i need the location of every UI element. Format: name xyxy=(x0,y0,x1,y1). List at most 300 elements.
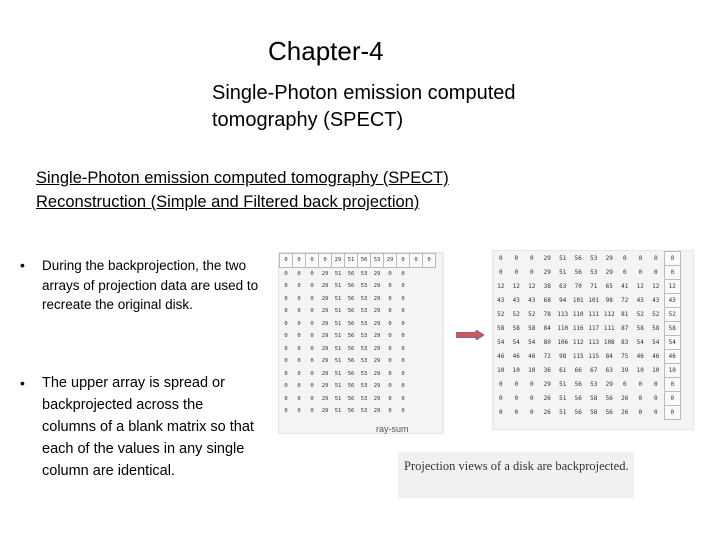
matrix-row xyxy=(280,368,436,381)
matrix-cell: 0 xyxy=(401,270,405,277)
matrix-cell: 58 xyxy=(636,325,644,332)
projection-array-row xyxy=(280,254,436,268)
matrix-cell: 58 xyxy=(512,325,520,332)
projection-cell: 0 xyxy=(410,254,423,268)
matrix-cell: 53 xyxy=(360,295,368,302)
projection-cell: 0 xyxy=(423,254,436,268)
matrix-cell: 0 xyxy=(310,345,314,352)
matrix-cell: 0 xyxy=(284,283,288,290)
matrix-row xyxy=(493,280,681,294)
matrix-cell: 84 xyxy=(605,353,613,360)
matrix-cell: 10 xyxy=(636,367,644,374)
matrix-cell: 0 xyxy=(498,255,503,262)
matrix-row xyxy=(493,308,681,322)
matrix-row xyxy=(493,364,681,378)
matrix-cell: 0 xyxy=(388,270,392,277)
slide-subtitle: Single-Photon emission computed tomography (SPECT) xyxy=(212,82,516,131)
matrix-cell: 0 xyxy=(310,295,314,302)
matrix-cell: 51 xyxy=(559,409,567,416)
matrix-cell: 12 xyxy=(497,283,505,290)
matrix-cell: 12 xyxy=(528,283,536,290)
matrix-cell: 29 xyxy=(321,345,329,352)
matrix-cell: 54 xyxy=(497,339,505,346)
matrix-cell: 0 xyxy=(297,308,301,315)
matrix-cell: 53 xyxy=(590,255,598,262)
matrix-cell: 12 xyxy=(652,283,660,290)
matrix-row xyxy=(493,392,681,406)
matrix-cell: 0 xyxy=(529,255,534,262)
matrix-cell: 54 xyxy=(652,339,660,346)
matrix-cell: 0 xyxy=(284,320,288,327)
matrix-cell: 12 xyxy=(636,283,644,290)
matrix-cell: 0 xyxy=(664,378,681,392)
matrix-cell: 112 xyxy=(603,311,615,318)
matrix-cell: 26 xyxy=(621,409,629,416)
bullet-item xyxy=(20,372,260,482)
matrix-cell: 56 xyxy=(347,295,355,302)
matrix-cell: 66 xyxy=(574,367,582,374)
matrix-cell: 0 xyxy=(529,269,534,276)
bullet-marker: • xyxy=(20,257,25,273)
matrix-cell: 29 xyxy=(543,269,551,276)
matrix-cell: 0 xyxy=(310,333,314,340)
matrix-cell: 43 xyxy=(652,297,660,304)
matrix-cell: 0 xyxy=(514,381,519,388)
matrix-row xyxy=(493,406,681,420)
matrix-cell: 0 xyxy=(284,408,288,415)
matrix-cell: 0 xyxy=(498,395,503,402)
matrix-cell: 53 xyxy=(360,333,368,340)
matrix-cell: 10 xyxy=(512,367,520,374)
matrix-cell: 58 xyxy=(652,325,660,332)
matrix-cell: 0 xyxy=(388,295,392,302)
matrix-cell: 0 xyxy=(638,409,643,416)
matrix-cell: 63 xyxy=(559,283,567,290)
matrix-cell: 56 xyxy=(605,409,613,416)
matrix-row xyxy=(280,343,436,356)
matrix-cell: 101 xyxy=(572,297,584,304)
matrix-cell: 56 xyxy=(347,283,355,290)
matrix-cell: 29 xyxy=(373,395,381,402)
projection-cell: 51 xyxy=(345,254,358,268)
matrix-cell: 52 xyxy=(528,311,536,318)
matrix-cell: 52 xyxy=(664,308,681,322)
matrix-cell: 0 xyxy=(297,333,301,340)
matrix-cell: 0 xyxy=(388,345,392,352)
matrix-cell: 0 xyxy=(284,295,288,302)
projection-cell: 0 xyxy=(293,254,306,268)
matrix-cell: 80 xyxy=(543,339,551,346)
matrix-cell: 115 xyxy=(572,353,584,360)
matrix-cell: 51 xyxy=(334,370,342,377)
matrix-cell: 0 xyxy=(284,345,288,352)
right-arrow-icon xyxy=(456,330,484,340)
matrix-cell: 53 xyxy=(590,269,598,276)
matrix-cell: 112 xyxy=(572,339,584,346)
matrix-cell: 0 xyxy=(401,345,405,352)
matrix-cell: 58 xyxy=(664,322,681,336)
matrix-cell: 75 xyxy=(621,353,629,360)
matrix-cell: 0 xyxy=(638,395,643,402)
matrix-row xyxy=(493,294,681,308)
matrix-cell: 0 xyxy=(388,283,392,290)
matrix-cell: 51 xyxy=(334,320,342,327)
matrix-cell: 0 xyxy=(388,333,392,340)
matrix-cell: 29 xyxy=(373,283,381,290)
projection-cell: 0 xyxy=(319,254,332,268)
matrix-cell: 78 xyxy=(543,311,551,318)
matrix-cell: 12 xyxy=(512,283,520,290)
projection-matrix-table xyxy=(279,253,436,418)
matrix-cell: 52 xyxy=(652,311,660,318)
matrix-cell: 46 xyxy=(636,353,644,360)
matrix-cell: 56 xyxy=(347,270,355,277)
matrix-cell: 84 xyxy=(543,325,551,332)
matrix-row xyxy=(493,336,681,350)
matrix-cell: 58 xyxy=(590,409,598,416)
matrix-cell: 43 xyxy=(497,297,505,304)
matrix-cell: 110 xyxy=(572,311,584,318)
matrix-cell: 0 xyxy=(284,358,288,365)
matrix-cell: 53 xyxy=(360,408,368,415)
matrix-cell: 56 xyxy=(574,255,582,262)
matrix-cell: 0 xyxy=(401,395,405,402)
matrix-cell: 0 xyxy=(401,333,405,340)
matrix-row xyxy=(280,393,436,406)
matrix-cell: 53 xyxy=(590,381,598,388)
matrix-cell: 54 xyxy=(636,339,644,346)
projection-cell: 0 xyxy=(280,254,293,268)
figure-caption: Projection views of a disk are backprojected. xyxy=(404,459,629,473)
matrix-cell: 0 xyxy=(638,381,643,388)
matrix-cell: 111 xyxy=(588,311,600,318)
matrix-cell: 0 xyxy=(310,308,314,315)
matrix-cell: 0 xyxy=(297,370,301,377)
matrix-cell: 29 xyxy=(373,295,381,302)
matrix-cell: 53 xyxy=(360,283,368,290)
matrix-cell: 0 xyxy=(529,395,534,402)
section-heading xyxy=(36,166,506,214)
matrix-cell: 10 xyxy=(664,364,681,378)
matrix-cell: 29 xyxy=(321,358,329,365)
ray-sum-label: ray-sum xyxy=(376,424,409,434)
matrix-cell: 0 xyxy=(653,269,658,276)
matrix-cell: 56 xyxy=(347,383,355,390)
matrix-cell: 56 xyxy=(574,395,582,402)
matrix-cell: 29 xyxy=(373,383,381,390)
bullet-marker: • xyxy=(20,375,25,391)
matrix-cell: 67 xyxy=(590,367,598,374)
matrix-row xyxy=(280,267,436,280)
matrix-cell: 61 xyxy=(559,367,567,374)
matrix-cell: 29 xyxy=(605,269,613,276)
matrix-cell: 0 xyxy=(388,308,392,315)
matrix-cell: 29 xyxy=(321,395,329,402)
matrix-cell: 0 xyxy=(622,255,627,262)
section-heading-line-1: Single-Photon emission computed tomography (SPECT) xyxy=(36,169,449,187)
matrix-cell: 81 xyxy=(621,311,629,318)
projection-cell: 53 xyxy=(371,254,384,268)
matrix-cell: 0 xyxy=(622,269,627,276)
matrix-cell: 56 xyxy=(347,358,355,365)
matrix-cell: 0 xyxy=(653,381,658,388)
matrix-cell: 0 xyxy=(310,358,314,365)
matrix-cell: 56 xyxy=(347,308,355,315)
matrix-cell: 51 xyxy=(334,308,342,315)
matrix-cell: 0 xyxy=(388,383,392,390)
matrix-row xyxy=(493,252,681,266)
matrix-cell: 65 xyxy=(605,283,613,290)
matrix-cell: 29 xyxy=(543,255,551,262)
matrix-cell: 0 xyxy=(284,308,288,315)
matrix-row xyxy=(493,266,681,280)
matrix-cell: 56 xyxy=(347,408,355,415)
matrix-cell: 0 xyxy=(388,358,392,365)
matrix-cell: 0 xyxy=(297,383,301,390)
projection-cell: 0 xyxy=(306,254,319,268)
matrix-cell: 0 xyxy=(388,395,392,402)
bullet-item xyxy=(20,256,260,315)
matrix-cell: 53 xyxy=(360,358,368,365)
matrix-cell: 72 xyxy=(621,297,629,304)
matrix-cell: 0 xyxy=(653,395,658,402)
matrix-cell: 0 xyxy=(310,408,314,415)
matrix-cell: 51 xyxy=(559,381,567,388)
matrix-cell: 0 xyxy=(401,283,405,290)
matrix-cell: 0 xyxy=(514,395,519,402)
matrix-cell: 51 xyxy=(334,333,342,340)
matrix-cell: 54 xyxy=(664,336,681,350)
matrix-cell: 0 xyxy=(297,408,301,415)
matrix-cell: 26 xyxy=(621,395,629,402)
matrix-cell: 29 xyxy=(605,381,613,388)
matrix-cell: 29 xyxy=(373,333,381,340)
matrix-cell: 29 xyxy=(321,370,329,377)
matrix-cell: 113 xyxy=(588,339,600,346)
matrix-cell: 0 xyxy=(401,308,405,315)
matrix-cell: 0 xyxy=(284,333,288,340)
matrix-cell: 0 xyxy=(529,409,534,416)
matrix-cell: 29 xyxy=(321,283,329,290)
matrix-cell: 0 xyxy=(297,395,301,402)
matrix-cell: 52 xyxy=(512,311,520,318)
matrix-cell: 51 xyxy=(559,395,567,402)
matrix-cell: 53 xyxy=(360,370,368,377)
matrix-cell: 0 xyxy=(529,381,534,388)
matrix-cell: 56 xyxy=(574,381,582,388)
matrix-cell: 54 xyxy=(528,339,536,346)
matrix-cell: 115 xyxy=(588,353,600,360)
matrix-cell: 108 xyxy=(603,339,615,346)
matrix-cell: 29 xyxy=(373,358,381,365)
matrix-cell: 87 xyxy=(621,325,629,332)
matrix-cell: 53 xyxy=(360,270,368,277)
matrix-cell: 0 xyxy=(653,409,658,416)
matrix-cell: 51 xyxy=(334,345,342,352)
projection-matrix-image xyxy=(278,252,444,434)
matrix-cell: 0 xyxy=(664,392,681,406)
matrix-cell: 29 xyxy=(321,308,329,315)
matrix-cell: 29 xyxy=(373,320,381,327)
matrix-cell: 0 xyxy=(297,358,301,365)
matrix-cell: 29 xyxy=(373,408,381,415)
matrix-cell: 38 xyxy=(543,283,551,290)
matrix-cell: 51 xyxy=(334,395,342,402)
matrix-cell: 52 xyxy=(497,311,505,318)
matrix-cell: 29 xyxy=(321,333,329,340)
matrix-cell: 117 xyxy=(588,325,600,332)
matrix-cell: 0 xyxy=(284,395,288,402)
matrix-cell: 56 xyxy=(347,320,355,327)
matrix-cell: 56 xyxy=(605,395,613,402)
matrix-cell: 29 xyxy=(321,383,329,390)
matrix-cell: 72 xyxy=(543,353,551,360)
matrix-cell: 83 xyxy=(621,339,629,346)
matrix-cell: 53 xyxy=(360,395,368,402)
matrix-cell: 68 xyxy=(543,297,551,304)
matrix-cell: 51 xyxy=(334,408,342,415)
bullet-text: During the backprojection, the two arrays of projection data are used to recreate the original disk. xyxy=(42,258,259,312)
matrix-cell: 56 xyxy=(347,333,355,340)
matrix-cell: 101 xyxy=(588,297,600,304)
matrix-cell: 0 xyxy=(401,383,405,390)
matrix-cell: 0 xyxy=(310,395,314,402)
matrix-cell: 63 xyxy=(605,367,613,374)
matrix-cell: 116 xyxy=(572,325,584,332)
matrix-cell: 106 xyxy=(557,339,569,346)
matrix-row xyxy=(280,380,436,393)
matrix-cell: 52 xyxy=(636,311,644,318)
matrix-cell: 56 xyxy=(574,269,582,276)
matrix-cell: 51 xyxy=(334,270,342,277)
matrix-cell: 43 xyxy=(664,294,681,308)
matrix-cell: 56 xyxy=(347,370,355,377)
matrix-cell: 0 xyxy=(297,295,301,302)
matrix-row xyxy=(493,350,681,364)
matrix-cell: 0 xyxy=(514,255,519,262)
matrix-cell: 10 xyxy=(497,367,505,374)
matrix-cell: 0 xyxy=(388,370,392,377)
matrix-cell: 29 xyxy=(373,345,381,352)
matrix-cell: 46 xyxy=(664,350,681,364)
backprojected-matrix-table xyxy=(493,251,681,420)
matrix-cell: 113 xyxy=(557,311,569,318)
matrix-cell: 29 xyxy=(605,255,613,262)
matrix-cell: 26 xyxy=(543,395,551,402)
matrix-cell: 29 xyxy=(373,308,381,315)
projection-cell: 0 xyxy=(397,254,410,268)
matrix-cell: 29 xyxy=(321,295,329,302)
matrix-cell: 0 xyxy=(310,270,314,277)
matrix-cell: 94 xyxy=(559,297,567,304)
matrix-cell: 0 xyxy=(653,255,658,262)
matrix-cell: 56 xyxy=(574,409,582,416)
matrix-cell: 0 xyxy=(284,383,288,390)
matrix-cell: 56 xyxy=(347,395,355,402)
projection-cell: 29 xyxy=(384,254,397,268)
backprojected-matrix-image xyxy=(492,250,694,430)
matrix-cell: 54 xyxy=(512,339,520,346)
matrix-cell: 53 xyxy=(360,308,368,315)
matrix-cell: 0 xyxy=(664,266,681,280)
matrix-cell: 10 xyxy=(652,367,660,374)
matrix-cell: 58 xyxy=(590,395,598,402)
matrix-cell: 70 xyxy=(574,283,582,290)
matrix-row xyxy=(280,280,436,293)
matrix-cell: 53 xyxy=(360,345,368,352)
bullet-text: The upper array is spread or backprojected across the columns of a blank matrix so that each of the values in any single column are identical. xyxy=(42,375,254,479)
matrix-cell: 46 xyxy=(528,353,536,360)
matrix-row xyxy=(280,293,436,306)
matrix-cell: 0 xyxy=(514,409,519,416)
matrix-cell: 51 xyxy=(334,295,342,302)
matrix-cell: 58 xyxy=(528,325,536,332)
matrix-row xyxy=(280,318,436,331)
matrix-cell: 29 xyxy=(543,381,551,388)
matrix-cell: 0 xyxy=(401,370,405,377)
matrix-cell: 0 xyxy=(401,408,405,415)
matrix-cell: 0 xyxy=(498,269,503,276)
matrix-cell: 0 xyxy=(401,295,405,302)
matrix-cell: 26 xyxy=(543,409,551,416)
matrix-cell: 29 xyxy=(321,408,329,415)
projection-cell: 29 xyxy=(332,254,345,268)
matrix-cell: 29 xyxy=(373,370,381,377)
matrix-cell: 0 xyxy=(297,270,301,277)
matrix-row xyxy=(493,378,681,392)
matrix-cell: 58 xyxy=(497,325,505,332)
matrix-cell: 0 xyxy=(498,381,503,388)
matrix-cell: 56 xyxy=(347,345,355,352)
matrix-cell: 51 xyxy=(559,255,567,262)
section-heading-line-2: Reconstruction (Simple and Filtered back projection) xyxy=(36,193,420,211)
matrix-cell: 29 xyxy=(373,270,381,277)
projection-cell: 56 xyxy=(358,254,371,268)
matrix-cell: 0 xyxy=(310,320,314,327)
matrix-cell: 0 xyxy=(638,255,643,262)
matrix-cell: 0 xyxy=(401,320,405,327)
matrix-cell: 39 xyxy=(621,367,629,374)
matrix-cell: 51 xyxy=(334,358,342,365)
matrix-row xyxy=(280,305,436,318)
matrix-cell: 51 xyxy=(334,283,342,290)
slide-title: Chapter-4 xyxy=(268,36,384,66)
matrix-cell: 29 xyxy=(321,320,329,327)
matrix-cell: 98 xyxy=(559,353,567,360)
matrix-cell: 0 xyxy=(284,370,288,377)
matrix-cell: 53 xyxy=(360,383,368,390)
matrix-cell: 0 xyxy=(388,320,392,327)
matrix-cell: 0 xyxy=(297,283,301,290)
matrix-cell: 0 xyxy=(297,345,301,352)
matrix-cell: 0 xyxy=(498,409,503,416)
matrix-cell: 0 xyxy=(664,406,681,420)
matrix-cell: 98 xyxy=(605,297,613,304)
matrix-cell: 36 xyxy=(543,367,551,374)
matrix-cell: 43 xyxy=(528,297,536,304)
matrix-cell: 0 xyxy=(388,408,392,415)
matrix-cell: 51 xyxy=(559,269,567,276)
matrix-cell: 0 xyxy=(622,381,627,388)
matrix-cell: 0 xyxy=(310,370,314,377)
matrix-cell: 12 xyxy=(664,280,681,294)
matrix-cell: 10 xyxy=(528,367,536,374)
matrix-cell: 46 xyxy=(652,353,660,360)
matrix-cell: 0 xyxy=(284,270,288,277)
matrix-row xyxy=(493,322,681,336)
matrix-cell: 46 xyxy=(512,353,520,360)
matrix-cell: 111 xyxy=(603,325,615,332)
